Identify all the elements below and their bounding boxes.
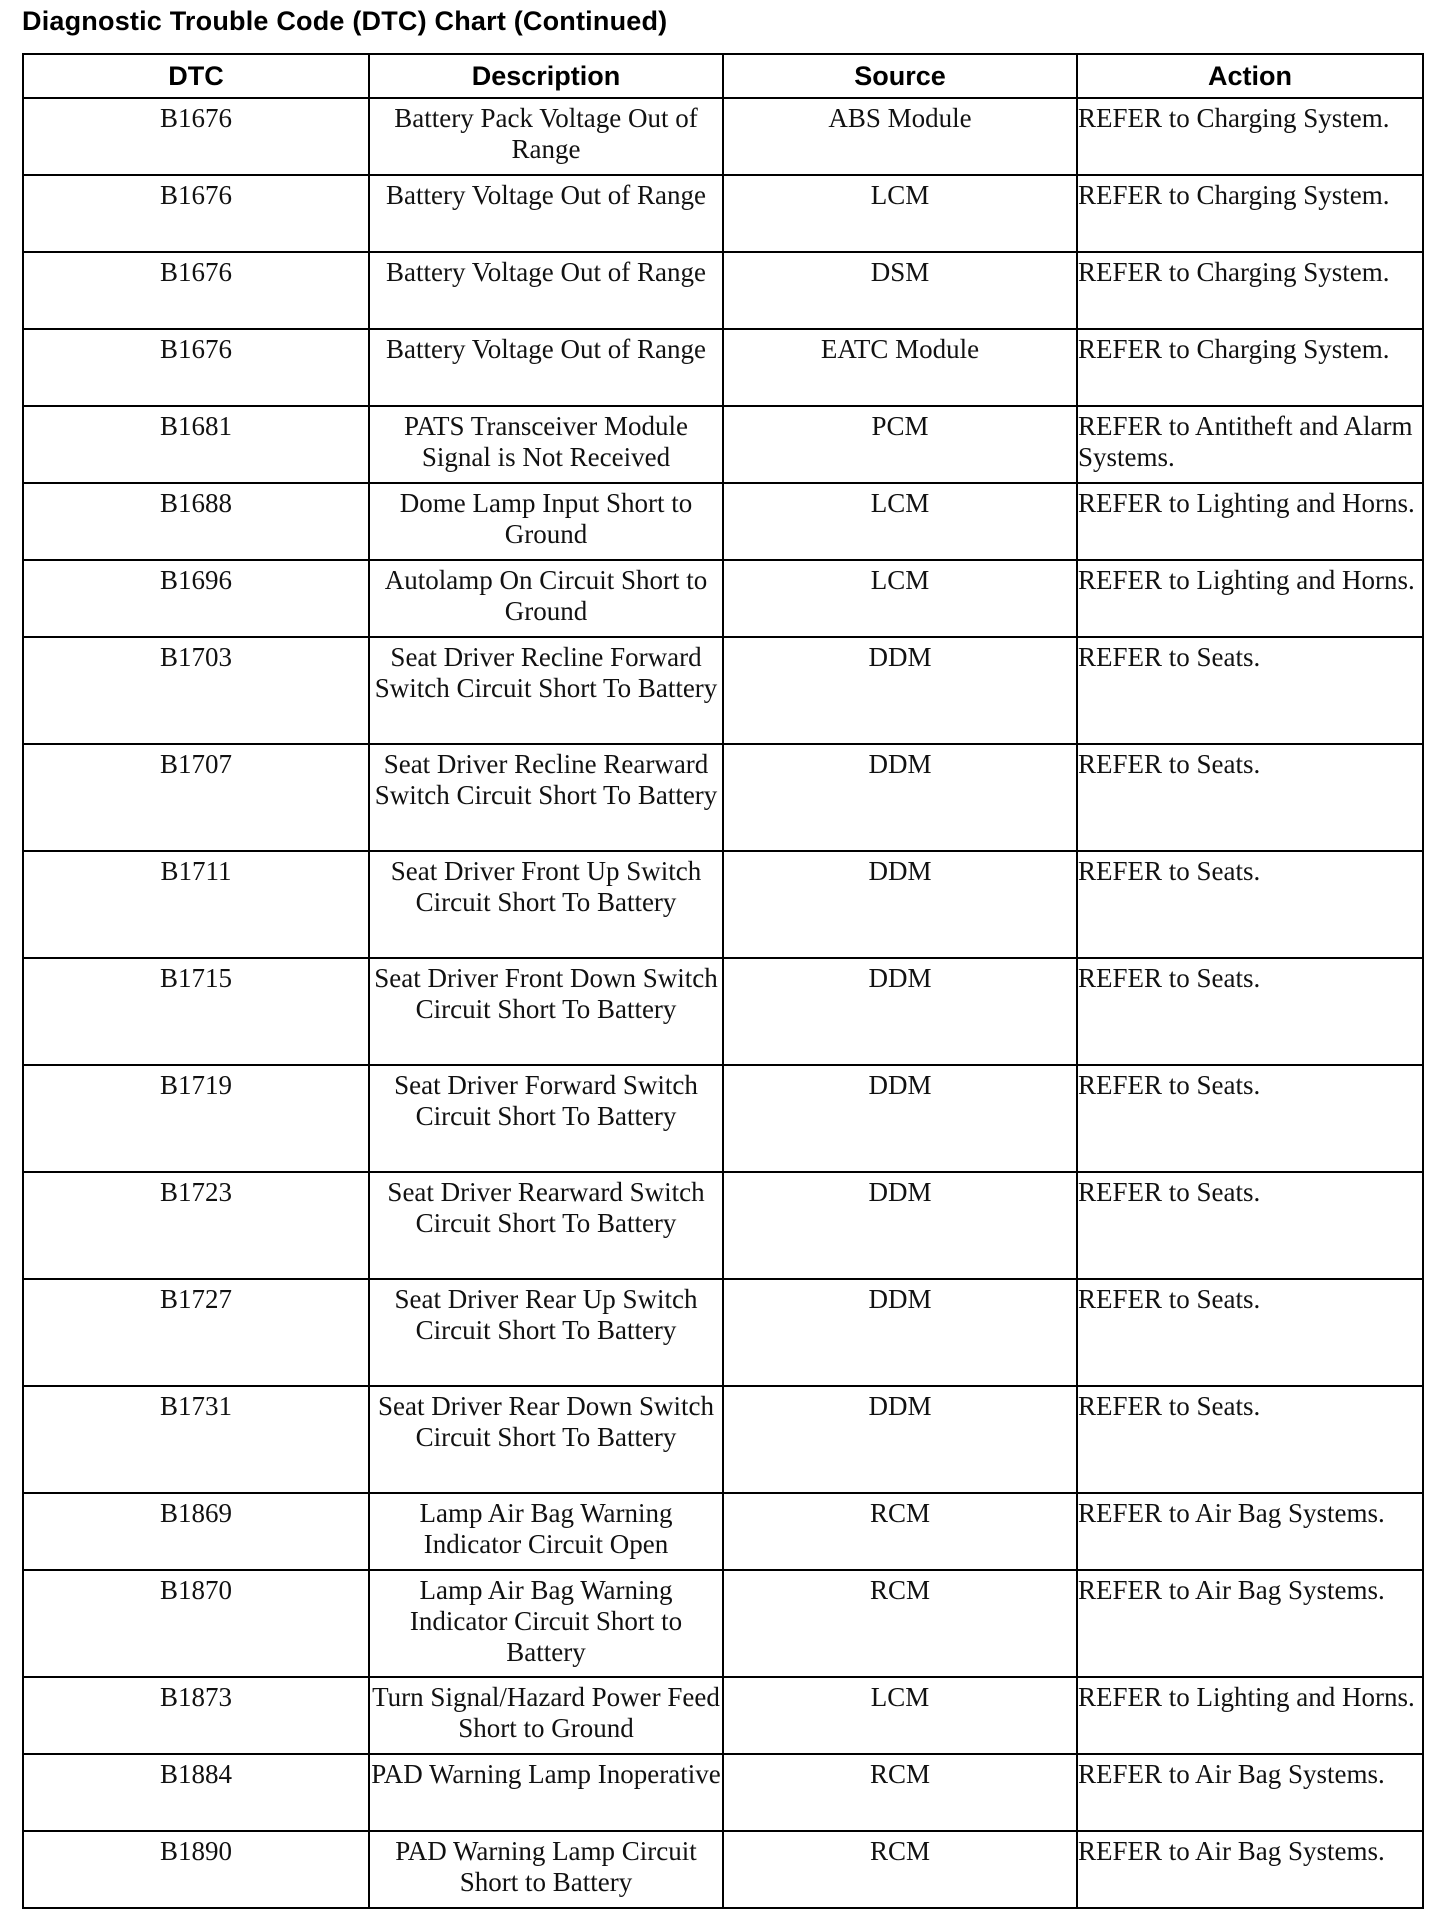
table-row [23, 744, 1423, 851]
table-row [23, 1677, 1423, 1754]
cell-source: DDM [723, 1065, 1077, 1172]
cell-description: Autolamp On Circuit Short to Ground [369, 560, 723, 637]
header-dtc: DTC [23, 54, 369, 98]
cell-description: Lamp Air Bag Warning Indicator Circuit Open [369, 1493, 723, 1570]
table-row [23, 851, 1423, 958]
cell-source: DDM [723, 1172, 1077, 1279]
cell-action: REFER to Seats. [1077, 1386, 1423, 1493]
table-row [23, 175, 1423, 252]
cell-dtc: B1719 [23, 1065, 369, 1172]
cell-dtc: B1688 [23, 483, 369, 560]
table-row [23, 1172, 1423, 1279]
cell-action: REFER to Seats. [1077, 1065, 1423, 1172]
cell-dtc: B1676 [23, 175, 369, 252]
table-row [23, 1831, 1423, 1908]
cell-action: REFER to Lighting and Horns. [1077, 483, 1423, 560]
cell-action: REFER to Air Bag Systems. [1077, 1493, 1423, 1570]
cell-dtc: B1696 [23, 560, 369, 637]
cell-dtc: B1723 [23, 1172, 369, 1279]
cell-action: REFER to Seats. [1077, 1172, 1423, 1279]
cell-description: Seat Driver Front Down Switch Circuit Short To Battery [369, 958, 723, 1065]
cell-action: REFER to Antitheft and Alarm Systems. [1077, 406, 1423, 483]
cell-action: REFER to Charging System. [1077, 252, 1423, 329]
cell-description: Seat Driver Rear Down Switch Circuit Short To Battery [369, 1386, 723, 1493]
cell-description: Battery Voltage Out of Range [369, 329, 723, 406]
cell-source: DSM [723, 252, 1077, 329]
table-row [23, 329, 1423, 406]
cell-action: REFER to Seats. [1077, 958, 1423, 1065]
cell-description: Seat Driver Rearward Switch Circuit Short To Battery [369, 1172, 723, 1279]
cell-dtc: B1869 [23, 1493, 369, 1570]
cell-dtc: B1715 [23, 958, 369, 1065]
cell-source: DDM [723, 851, 1077, 958]
cell-source: RCM [723, 1493, 1077, 1570]
cell-action: REFER to Air Bag Systems. [1077, 1754, 1423, 1831]
cell-description: Battery Pack Voltage Out of Range [369, 98, 723, 175]
cell-source: ABS Module [723, 98, 1077, 175]
cell-action: REFER to Seats. [1077, 637, 1423, 744]
cell-action: REFER to Lighting and Horns. [1077, 560, 1423, 637]
table-row [23, 1065, 1423, 1172]
cell-source: RCM [723, 1831, 1077, 1908]
table-row [23, 560, 1423, 637]
cell-source: DDM [723, 1279, 1077, 1386]
cell-description: Lamp Air Bag Warning Indicator Circuit Short to Battery [369, 1570, 723, 1677]
cell-source: RCM [723, 1754, 1077, 1831]
table-row [23, 1386, 1423, 1493]
cell-description: PAD Warning Lamp Circuit Short to Battery [369, 1831, 723, 1908]
cell-action: REFER to Air Bag Systems. [1077, 1570, 1423, 1677]
cell-source: RCM [723, 1570, 1077, 1677]
cell-source: DDM [723, 1386, 1077, 1493]
table-row [23, 98, 1423, 175]
cell-description: Battery Voltage Out of Range [369, 175, 723, 252]
cell-dtc: B1676 [23, 329, 369, 406]
cell-action: REFER to Air Bag Systems. [1077, 1831, 1423, 1908]
table-row [23, 252, 1423, 329]
table-row [23, 406, 1423, 483]
cell-dtc: B1707 [23, 744, 369, 851]
cell-action: REFER to Charging System. [1077, 175, 1423, 252]
cell-dtc: B1681 [23, 406, 369, 483]
table-header-row [23, 54, 1423, 98]
header-source: Source [723, 54, 1077, 98]
cell-dtc: B1731 [23, 1386, 369, 1493]
cell-action: REFER to Seats. [1077, 851, 1423, 958]
table-row [23, 1493, 1423, 1570]
cell-dtc: B1890 [23, 1831, 369, 1908]
cell-description: Turn Signal/Hazard Power Feed Short to Ground [369, 1677, 723, 1754]
table-row [23, 958, 1423, 1065]
cell-dtc: B1727 [23, 1279, 369, 1386]
page-title: Diagnostic Trouble Code (DTC) Chart (Continued) [22, 6, 668, 36]
cell-action: REFER to Charging System. [1077, 98, 1423, 175]
header-action: Action [1077, 54, 1423, 98]
cell-action: REFER to Seats. [1077, 744, 1423, 851]
cell-dtc: B1703 [23, 637, 369, 744]
cell-source: LCM [723, 1677, 1077, 1754]
cell-description: PAD Warning Lamp Inoperative [369, 1754, 723, 1831]
cell-source: DDM [723, 744, 1077, 851]
cell-description: Dome Lamp Input Short to Ground [369, 483, 723, 560]
cell-description: Seat Driver Recline Rearward Switch Circuit Short To Battery [369, 744, 723, 851]
table-row [23, 1754, 1423, 1831]
cell-dtc: B1884 [23, 1754, 369, 1831]
cell-source: EATC Module [723, 329, 1077, 406]
cell-dtc: B1676 [23, 98, 369, 175]
cell-source: DDM [723, 958, 1077, 1065]
table-row [23, 1570, 1423, 1677]
cell-description: Seat Driver Rear Up Switch Circuit Short To Battery [369, 1279, 723, 1386]
cell-dtc: B1676 [23, 252, 369, 329]
cell-source: LCM [723, 560, 1077, 637]
cell-source: LCM [723, 483, 1077, 560]
cell-action: REFER to Charging System. [1077, 329, 1423, 406]
cell-dtc: B1711 [23, 851, 369, 958]
dtc-table [22, 53, 1424, 1909]
cell-description: Seat Driver Forward Switch Circuit Short To Battery [369, 1065, 723, 1172]
table-row [23, 483, 1423, 560]
cell-action: REFER to Seats. [1077, 1279, 1423, 1386]
cell-description: Seat Driver Recline Forward Switch Circuit Short To Battery [369, 637, 723, 744]
cell-dtc: B1870 [23, 1570, 369, 1677]
header-description: Description [369, 54, 723, 98]
cell-description: Seat Driver Front Up Switch Circuit Short To Battery [369, 851, 723, 958]
cell-action: REFER to Lighting and Horns. [1077, 1677, 1423, 1754]
cell-source: LCM [723, 175, 1077, 252]
table-row [23, 637, 1423, 744]
cell-dtc: B1873 [23, 1677, 369, 1754]
cell-source: PCM [723, 406, 1077, 483]
cell-description: Battery Voltage Out of Range [369, 252, 723, 329]
cell-source: DDM [723, 637, 1077, 744]
cell-description: PATS Transceiver Module Signal is Not Received [369, 406, 723, 483]
table-row [23, 1279, 1423, 1386]
